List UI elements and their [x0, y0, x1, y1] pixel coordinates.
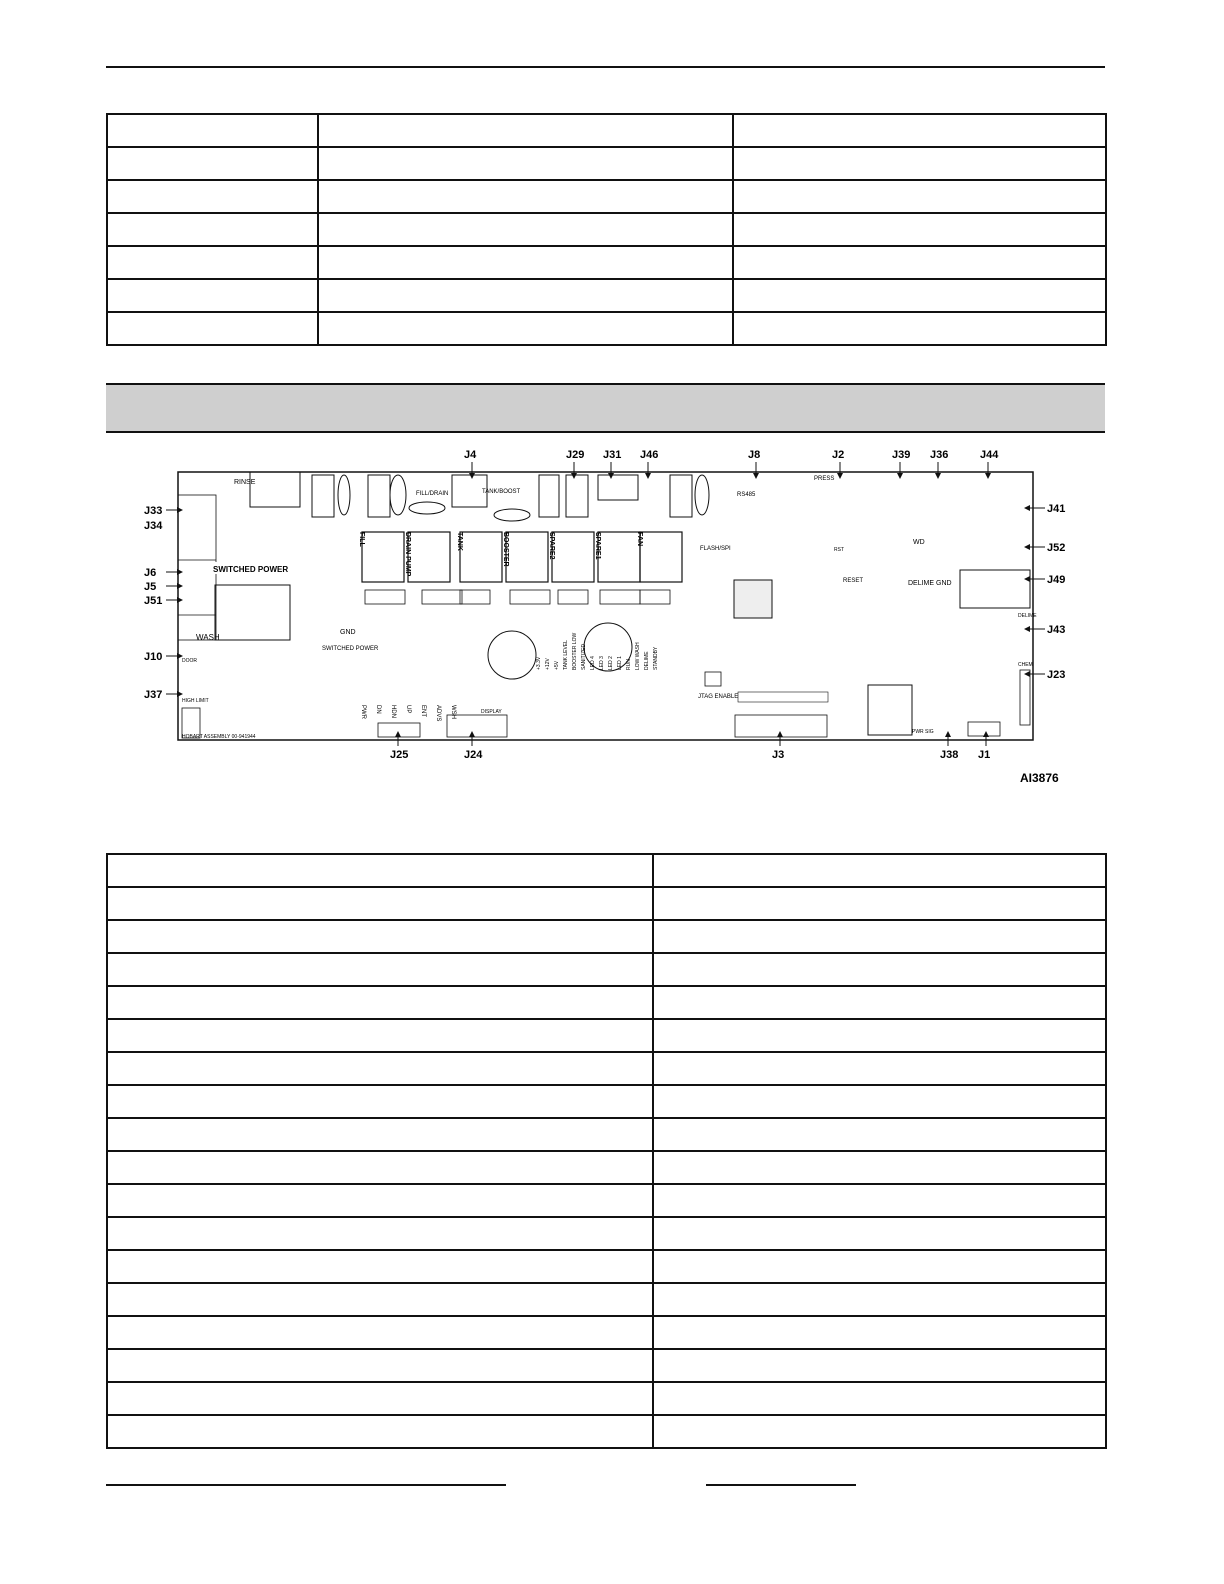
- callout-label: J33: [144, 505, 163, 517]
- table-cell: [653, 1250, 1106, 1283]
- table-cell: [318, 246, 733, 279]
- table-cell: [653, 1151, 1106, 1184]
- callout-label: J5: [144, 581, 157, 593]
- callout-label: J1: [978, 749, 991, 761]
- table-row: [107, 1217, 1106, 1250]
- table-row: [107, 1019, 1106, 1052]
- table-row: [107, 279, 1106, 312]
- table-cell: [653, 953, 1106, 986]
- callout-label: J39: [892, 449, 911, 461]
- led-label: RUN: [626, 659, 632, 670]
- led-label: STANDBY: [653, 646, 659, 670]
- table-row: [107, 1415, 1106, 1448]
- table-cell: [107, 1052, 653, 1085]
- led-label: DELIME: [644, 651, 650, 670]
- footer-rule-right: [706, 1484, 856, 1486]
- led-label: LED 4: [590, 656, 596, 670]
- switched-power-2-label: SWITCHED POWER: [322, 646, 379, 652]
- jtag-label: JTAG ENABLE: [698, 694, 739, 700]
- table-cell: [107, 1250, 653, 1283]
- callout-label: J31: [603, 449, 622, 461]
- table-row: [107, 1250, 1106, 1283]
- table-cell: [107, 1118, 653, 1151]
- led-label: LED 3: [599, 656, 605, 670]
- callout-label: J43: [1047, 624, 1066, 636]
- header-rule: [106, 66, 1105, 68]
- table-cell: [653, 887, 1106, 920]
- callout-label: J25: [390, 749, 409, 761]
- callout-label: J10: [144, 651, 163, 663]
- callout-label: J8: [748, 449, 761, 461]
- table-cell: [653, 1052, 1106, 1085]
- table-cell: [107, 147, 318, 180]
- table-cell: [653, 1085, 1106, 1118]
- table-cell: [318, 279, 733, 312]
- callout-label: J29: [566, 449, 585, 461]
- table-cell: [107, 213, 318, 246]
- section-heading-band: [106, 383, 1105, 433]
- table-cell: [653, 1283, 1106, 1316]
- callout-label: J49: [1047, 574, 1066, 586]
- table-cell: [318, 180, 733, 213]
- footer-rule-left: [106, 1484, 506, 1486]
- table-cell: [107, 180, 318, 213]
- table-cell: [733, 279, 1106, 312]
- table-row: [107, 180, 1106, 213]
- led-label: SANITIZED: [581, 643, 587, 670]
- table-cell: [733, 114, 1106, 147]
- table-cell: [318, 213, 733, 246]
- table-cell: [733, 312, 1106, 345]
- pwr-sig-label: PWR SIG: [912, 729, 934, 735]
- table-row: [107, 213, 1106, 246]
- relay-label: BOOSTER: [502, 532, 509, 567]
- led-label: +5V: [554, 660, 560, 670]
- table-row: [107, 854, 1106, 887]
- table-cell: [653, 1316, 1106, 1349]
- switched-power-label: SWITCHED POWER: [213, 565, 289, 574]
- table-cell: [107, 1349, 653, 1382]
- button-label: ENT: [420, 705, 426, 717]
- callout-label: J3: [772, 749, 785, 761]
- led-label: +3.3V: [536, 656, 542, 670]
- button-label: UP: [405, 705, 411, 714]
- table-cell: [107, 887, 653, 920]
- table-row: [107, 114, 1106, 147]
- table-cell: [107, 1019, 653, 1052]
- table-cell: [107, 1415, 653, 1448]
- table-cell: [107, 1085, 653, 1118]
- table-cell: [107, 312, 318, 345]
- led-label: LED 2: [608, 656, 614, 670]
- table-row: [107, 1283, 1106, 1316]
- led-label: LOW WASH: [635, 642, 641, 670]
- table-cell: [107, 854, 653, 887]
- callout-label: J37: [144, 689, 163, 701]
- table-cell: [107, 1382, 653, 1415]
- led-label: TANK LEVEL: [563, 640, 569, 670]
- table-cell: [733, 147, 1106, 180]
- delime-gnd-label: DELIME GND: [908, 580, 952, 587]
- table-cell: [653, 986, 1106, 1019]
- button-label: WSH: [450, 705, 456, 719]
- control-board-figure: [140, 440, 1080, 800]
- flash-spi-label: FLASH/SPI: [700, 546, 731, 552]
- table-row: [107, 147, 1106, 180]
- table-cell: [653, 1217, 1106, 1250]
- reset-label: RESET: [843, 578, 864, 584]
- table-cell: [653, 854, 1106, 887]
- table-cell: [107, 986, 653, 1019]
- led-label: BOOSTER LOW: [572, 632, 578, 670]
- table-cell: [107, 1283, 653, 1316]
- table-cell: [107, 246, 318, 279]
- table-cell: [318, 312, 733, 345]
- table-cell: [733, 180, 1106, 213]
- table-row: [107, 1184, 1106, 1217]
- table-row: [107, 1052, 1106, 1085]
- table-cell: [733, 213, 1106, 246]
- wash-label: WASH: [196, 633, 220, 642]
- table-cell: [107, 114, 318, 147]
- led-label: +12V: [545, 658, 551, 670]
- relay-label: FILL: [358, 532, 365, 547]
- table-cell: [653, 1415, 1106, 1448]
- delime-board-label: DELIME: [1018, 613, 1037, 619]
- relay-label: SPARE2: [548, 532, 555, 560]
- table-cell: [107, 1184, 653, 1217]
- wd-label: WD: [913, 539, 925, 546]
- callout-label: J44: [980, 449, 999, 461]
- table-cell: [107, 1217, 653, 1250]
- table-row: [107, 1085, 1106, 1118]
- table-cell: [107, 1151, 653, 1184]
- callout-label: J2: [832, 449, 845, 461]
- table-cell: [653, 1118, 1106, 1151]
- relay-label: SPARE1: [594, 532, 601, 560]
- table-row: [107, 920, 1106, 953]
- figure-id: AI3876: [1020, 771, 1059, 785]
- callout-label: J6: [144, 567, 157, 579]
- table-cell: [318, 147, 733, 180]
- table-row: [107, 1118, 1106, 1151]
- tank-boost-label: TANK/BOOST: [482, 489, 521, 495]
- table-row: [107, 887, 1106, 920]
- led-label: LED 1: [617, 656, 623, 670]
- table-row: [107, 312, 1106, 345]
- door-label: DOOR: [182, 658, 197, 664]
- relay-label: FAN: [636, 532, 643, 546]
- table-cell: [107, 279, 318, 312]
- rst-label: RST: [834, 547, 844, 553]
- chem-label: CHEM: [1018, 662, 1033, 668]
- table-cell: [733, 246, 1106, 279]
- table-cell: [107, 1316, 653, 1349]
- table-row: [107, 1316, 1106, 1349]
- table-row: [107, 953, 1106, 986]
- rinse-label: RINSE: [234, 479, 256, 486]
- callout-label: J46: [640, 449, 659, 461]
- callout-label: J38: [940, 749, 959, 761]
- table-row: [107, 246, 1106, 279]
- table-row: [107, 1382, 1106, 1415]
- button-label: ADVS: [435, 705, 441, 722]
- callout-label: J36: [930, 449, 949, 461]
- assembly-label: HOBART ASSEMBLY 00-941944: [182, 734, 256, 740]
- callout-label: J34: [144, 520, 163, 532]
- callout-label: J24: [464, 749, 483, 761]
- callout-label: J4: [464, 449, 477, 461]
- gnd-label: GND: [340, 629, 356, 636]
- table-cell: [318, 114, 733, 147]
- table-cell: [653, 1019, 1106, 1052]
- table-row: [107, 1349, 1106, 1382]
- table-cell: [107, 953, 653, 986]
- table-cell: [107, 920, 653, 953]
- table-row: [107, 986, 1106, 1019]
- relay-label: DRAIN PUMP: [404, 532, 411, 577]
- callout-label: J41: [1047, 503, 1066, 515]
- table-cell: [653, 1349, 1106, 1382]
- top-table: [106, 113, 1107, 346]
- button-label: HDN: [390, 705, 396, 718]
- table-cell: [653, 1184, 1106, 1217]
- display-label: DISPLAY: [481, 709, 502, 715]
- callout-label: J51: [144, 595, 163, 607]
- callout-label: J23: [1047, 669, 1066, 681]
- press-label: PRESS: [814, 476, 835, 482]
- table-row: [107, 1151, 1106, 1184]
- button-label: PWR: [360, 705, 366, 719]
- table-cell: [653, 920, 1106, 953]
- bottom-table: [106, 853, 1107, 1449]
- relay-label: TANK: [456, 532, 463, 551]
- rs485-label: RS485: [737, 492, 756, 498]
- fill-drain-label: FILL/DRAIN: [416, 491, 449, 497]
- high-limit-label: HIGH LIMIT: [182, 698, 209, 704]
- button-label: DN: [375, 705, 381, 714]
- callout-label: J52: [1047, 542, 1066, 554]
- table-cell: [653, 1382, 1106, 1415]
